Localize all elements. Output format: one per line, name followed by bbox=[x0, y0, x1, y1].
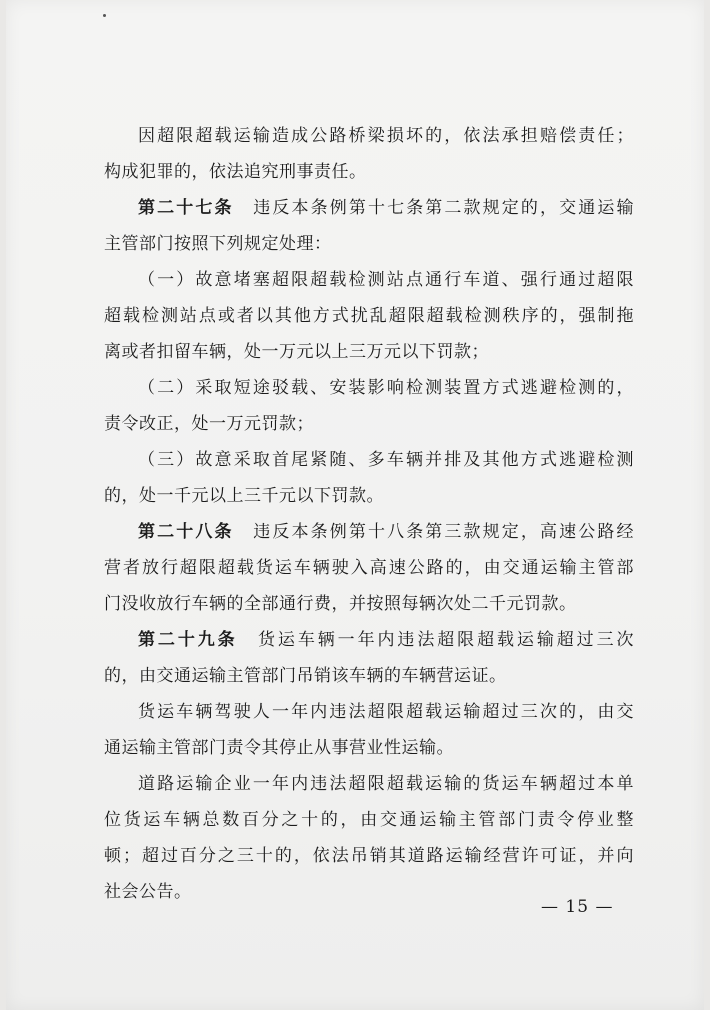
scan-speck bbox=[103, 14, 106, 17]
list-item-line: （一）故意堵塞超限超载检测站点通行车道、强行通过超限 bbox=[138, 270, 634, 290]
paragraph-line: 顿；超过百分之三十的，依法吊销其道路运输经营许可证，并向 bbox=[104, 846, 634, 866]
paragraph-line: 位货运车辆总数百分之十的，由交通运输主管部门责令停业整 bbox=[104, 810, 634, 830]
paragraph-line: 货运车辆驾驶人一年内违法超限超载运输超过三次的，由交 bbox=[138, 702, 634, 722]
paragraph-line: 通运输主管部门责令其停止从事营业性运输。 bbox=[104, 738, 454, 758]
list-item-line: （三）故意采取首尾紧随、多车辆并排及其他方式逃避检测 bbox=[138, 450, 634, 470]
article-27-text: 违反本条例第十七条第二款规定的，交通运输 bbox=[251, 198, 635, 218]
article-27-heading: 第二十七条 bbox=[138, 198, 234, 218]
paragraph-line: 构成犯罪的，依法追究刑事责任。 bbox=[104, 162, 367, 182]
paragraph-line: 社会公告。 bbox=[104, 882, 192, 902]
list-item-line: 责令改正，处一万元罚款； bbox=[104, 414, 314, 434]
article-28-text: 违反本条例第十八条第三款规定，高速公路经 bbox=[251, 522, 635, 542]
article-28-line bbox=[138, 522, 634, 542]
article-27-line bbox=[138, 198, 634, 218]
paragraph-line: 营者放行超限超载货运车辆驶入高速公路的，由交通运输主管部 bbox=[104, 558, 634, 578]
article-29-line bbox=[138, 630, 634, 650]
article-28-heading: 第二十八条 bbox=[138, 522, 234, 542]
paragraph-line: 道路运输企业一年内违法超限超载运输的货运车辆超过本单 bbox=[138, 774, 634, 794]
page-number: — 15 — bbox=[541, 897, 614, 917]
paragraph-line: 的，由交通运输主管部门吊销该车辆的车辆营运证。 bbox=[104, 666, 507, 686]
article-29-text: 货运车辆一年内违法超限超载运输超过三次 bbox=[255, 630, 635, 650]
list-item-line: 的，处一千元以上三千元以下罚款。 bbox=[104, 486, 384, 506]
document-page bbox=[6, 0, 704, 1010]
list-item-line: （二）采取短途驳载、安装影响检测装置方式逃避检测的， bbox=[138, 378, 634, 398]
list-item-line: 离或者扣留车辆，处一万元以上三万元以下罚款； bbox=[104, 342, 489, 362]
paragraph-line: 主管部门按照下列规定处理： bbox=[104, 234, 332, 254]
paragraph-line: 因超限超载运输造成公路桥梁损坏的，依法承担赔偿责任； bbox=[138, 126, 634, 146]
paragraph-line: 门没收放行车辆的全部通行费，并按照每辆次处二千元罚款。 bbox=[104, 594, 577, 614]
list-item-line: 超载检测站点或者以其他方式扰乱超限超载检测秩序的，强制拖 bbox=[104, 306, 634, 326]
article-29-heading: 第二十九条 bbox=[138, 630, 238, 650]
